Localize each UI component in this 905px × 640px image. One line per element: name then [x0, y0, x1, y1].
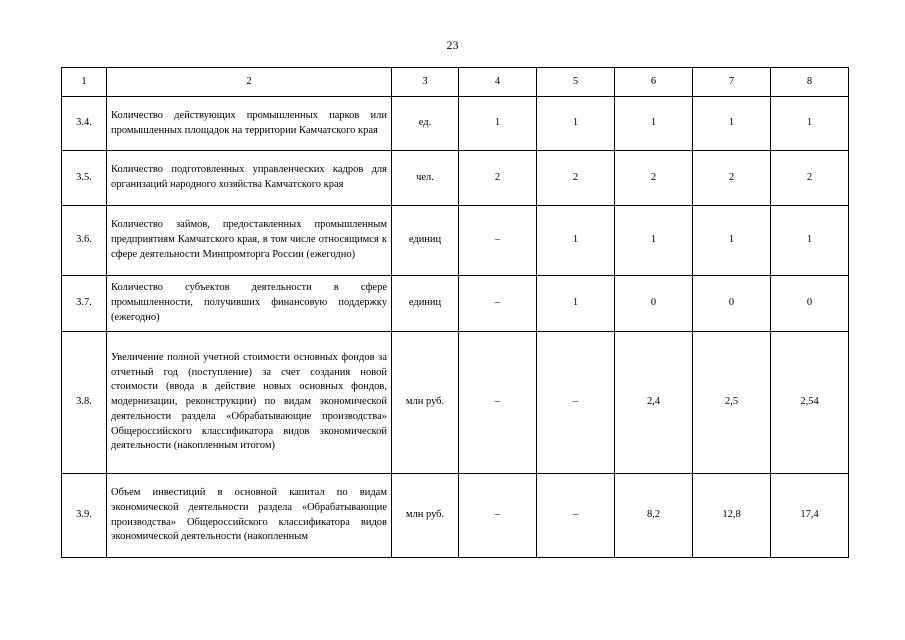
row-unit: единиц: [392, 206, 459, 276]
row-description: Количество подготовленных управленческих кадров для организаций народного хозяйства Камчатского края: [107, 151, 392, 206]
row-value-7: 1: [693, 206, 771, 276]
row-number: 3.7.: [62, 276, 107, 332]
column-header: 1: [62, 68, 107, 97]
row-value-4: –: [459, 276, 537, 332]
row-unit: чел.: [392, 151, 459, 206]
row-description: Количество действующих промышленных парков или промышленных площадок на территории Камчатского края: [107, 97, 392, 151]
row-value-4: –: [459, 332, 537, 474]
row-value-5: –: [537, 332, 615, 474]
row-description: Количество займов, предоставленных промышленным предприятиям Камчатского края, в том числе относящимся к сфере деятельности Минпромторга России (ежегодно): [107, 206, 392, 276]
row-value-8: 17,4: [771, 474, 849, 558]
row-value-5: 1: [537, 276, 615, 332]
row-description: Количество субъектов деятельности в сфере промышленности, получивших финансовую поддержку (ежегодно): [107, 276, 392, 332]
row-value-6: 1: [615, 206, 693, 276]
row-number: 3.8.: [62, 332, 107, 474]
row-value-8: 2,54: [771, 332, 849, 474]
table-row: [62, 206, 849, 276]
row-value-6: 0: [615, 276, 693, 332]
row-unit: единиц: [392, 276, 459, 332]
table-row: [62, 332, 849, 474]
indicators-table: [61, 67, 849, 558]
row-description: [107, 474, 392, 558]
row-value-4: 1: [459, 97, 537, 151]
row-unit: ед.: [392, 97, 459, 151]
row-value-7: 2,5: [693, 332, 771, 474]
row-value-8: 0: [771, 276, 849, 332]
row-unit: млн руб.: [392, 474, 459, 558]
column-header: 4: [459, 68, 537, 97]
column-header: 8: [771, 68, 849, 97]
row-value-7: 0: [693, 276, 771, 332]
row-description-text: Объем инвестиций в основной капитал по видам экономической деятельности раздела «Обрабатывающие производства» Общероссийского классификатора видов экономической деятельности (накопленным: [111, 487, 387, 543]
table-row: [62, 474, 849, 558]
row-number: 3.4.: [62, 97, 107, 151]
row-value-7: 2: [693, 151, 771, 206]
row-value-6: 1: [615, 97, 693, 151]
column-header: 2: [107, 68, 392, 97]
row-value-8: 1: [771, 206, 849, 276]
row-number: 3.9.: [62, 474, 107, 558]
row-value-4: 2: [459, 151, 537, 206]
row-value-4: –: [459, 206, 537, 276]
column-header: 3: [392, 68, 459, 97]
row-description: Увеличение полной учетной стоимости основных фондов за отчетный год (поступление) за счет создания новой стоимости (ввода в действие новых основных фондов, модернизации, реконструкции) по видам экономической деятельности раздела «Обрабатывающие производства» Общероссийского классификатора видов экономической деятельности (накопленным итогом): [107, 332, 392, 474]
table-row: [62, 97, 849, 151]
row-value-5: –: [537, 474, 615, 558]
row-value-8: 1: [771, 97, 849, 151]
row-value-5: 2: [537, 151, 615, 206]
row-number: 3.5.: [62, 151, 107, 206]
row-value-8: 2: [771, 151, 849, 206]
row-unit: млн руб.: [392, 332, 459, 474]
row-value-7: 12,8: [693, 474, 771, 558]
column-header: 7: [693, 68, 771, 97]
row-value-6: 2: [615, 151, 693, 206]
column-header: 6: [615, 68, 693, 97]
column-header: 5: [537, 68, 615, 97]
row-number: 3.6.: [62, 206, 107, 276]
row-value-7: 1: [693, 97, 771, 151]
table-header-row: [62, 68, 849, 97]
row-value-6: 8,2: [615, 474, 693, 558]
row-value-5: 1: [537, 206, 615, 276]
page-number: 23: [446, 38, 459, 52]
table-row: [62, 276, 849, 332]
row-value-4: –: [459, 474, 537, 558]
row-value-6: 2,4: [615, 332, 693, 474]
table-row: [62, 151, 849, 206]
row-value-5: 1: [537, 97, 615, 151]
